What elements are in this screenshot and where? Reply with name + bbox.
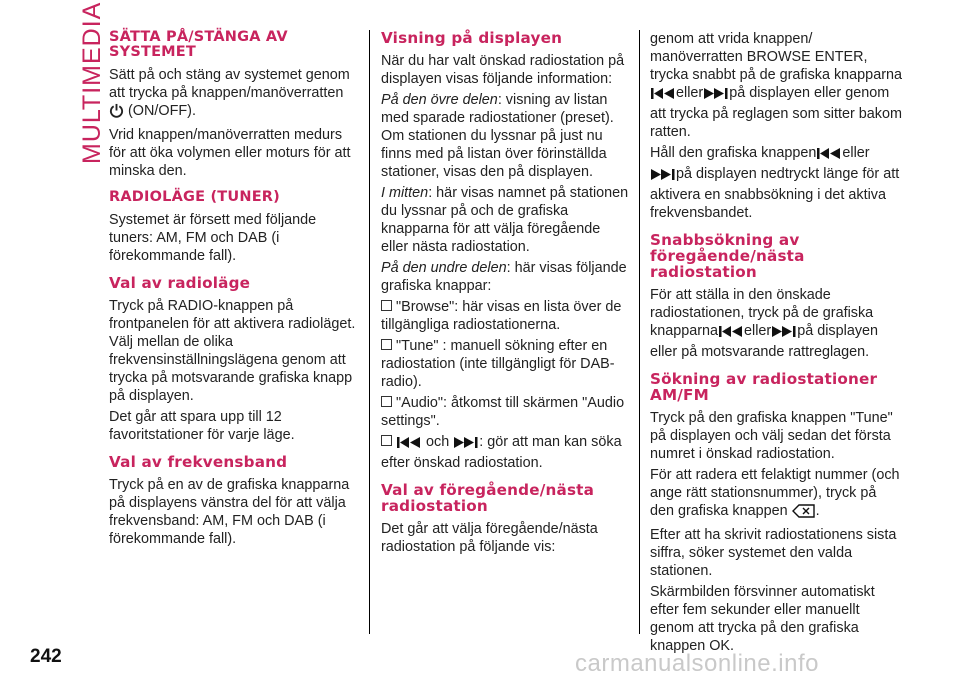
paragraph-tune: Tryck på den grafiska knappen "Tune" på displayen och välj sedan det första numret i önskad radiostation.	[650, 410, 893, 462]
hold-text: Håll den grafiska knappen	[650, 145, 817, 161]
seek-text: : gör att man kan söka efter önskad radiostation.	[381, 434, 622, 471]
quick-text-2: på displayen eller på motsvarande rattreglagen.	[650, 323, 879, 360]
paragraph-power	[109, 66, 361, 123]
checkbox-bullet-icon	[381, 396, 392, 407]
seek-and-text: och	[426, 434, 450, 450]
or-text: eller	[744, 323, 772, 339]
continued-text: genom att vrida knappen/ manöverratten BROWSE ENTER, trycka snabbt på de grafiska knapparna	[650, 31, 902, 83]
bullet-seek	[381, 433, 631, 472]
heading-power: SÄTTA PÅ/STÄNGA AV SYSTEMET	[109, 29, 288, 60]
backspace-icon	[792, 504, 816, 523]
previous-track-icon	[650, 87, 676, 105]
top-label: På den övre delen	[381, 92, 498, 108]
hold-text-2: på displayen nedtryckt länge för att aktivera en snabbsökning i det aktiva frekvensbandet.	[650, 166, 900, 221]
column-divider	[369, 30, 370, 634]
or-text: eller	[676, 85, 704, 101]
power-icon	[109, 103, 124, 123]
next-track-icon	[703, 87, 729, 105]
heading-quick-search: Snabbsökning av föregående/nästa radiostation	[650, 231, 805, 281]
next-track-icon	[771, 325, 797, 343]
column-3	[650, 30, 902, 658]
tune-text: "Tune" : manuell sökning efter en radiostation (inte tillgängligt för DAB-radio).	[381, 338, 615, 390]
audio-text: "Audio": åtkomst till skärmen "Audio settings".	[381, 395, 625, 429]
column-divider	[639, 30, 640, 634]
watermark: carmanualsonline.info	[575, 650, 819, 677]
or-text: eller	[842, 145, 870, 161]
bottom-label: På den undre delen	[381, 260, 507, 276]
next-track-icon	[453, 436, 479, 454]
bullet-audio	[381, 394, 631, 430]
paragraph-frequency-band: Tryck på en av de grafiska knapparna på displayens vänstra del för att välja frekvensband: AM, FM och DAB (i förekommande fall).	[109, 477, 350, 547]
power-text: Sätt på och stäng av systemet genom att trycka på knappen/manöverratten	[109, 67, 350, 101]
previous-track-icon	[396, 436, 422, 454]
browse-text: "Browse": här visas en lista över de tillgängliga radiostationerna.	[381, 299, 622, 333]
power-onoff-text: (ON/OFF).	[128, 103, 196, 119]
top-text: : visning av listan med sparade radiostationer (preset). Om stationen du lyssnar på just nu finns med på listan över förinställda stationer, visas den på displayen.	[381, 92, 614, 180]
paragraph-tuners: Systemet är försett med följande tuners: AM, FM och DAB (i förekommande fall).	[109, 212, 317, 264]
paragraph-delete	[650, 466, 902, 523]
paragraph-volume: Vrid knappen/manöverratten medurs för att öka volymen eller moturs för att minska den.	[109, 127, 351, 179]
paragraph-auto-close: Skärmbilden försvinner automatiskt efter fem sekunder eller manuellt genom att trycka på den grafiska knappen OK.	[650, 584, 875, 654]
paragraph-bottom-section	[381, 259, 631, 295]
paragraph-select-mode: Tryck på RADIO-knappen på frontpanelen för att aktivera radioläget. Välj mellan de olika frekvensinställningslägena genom att trycka på motsvarande grafiska knapp på displayen.	[109, 298, 356, 404]
delete-period: .	[815, 503, 820, 519]
paragraph-last-digit: Efter att ha skrivit radiostationens sista siffra, söker systemet den valda stationen.	[650, 527, 897, 579]
column-1	[109, 30, 361, 551]
bullet-browse	[381, 298, 631, 334]
heading-frequency-band: Val av frekvensband	[109, 453, 288, 471]
heading-prev-next: Val av föregående/nästa radiostation	[381, 481, 595, 515]
section-side-label	[52, 1, 106, 164]
paragraph-favorites: Det går att spara upp till 12 favoritstationer för varje läge.	[109, 409, 295, 443]
heading-select-mode: Val av radioläge	[109, 274, 251, 292]
checkbox-bullet-icon	[381, 435, 392, 446]
heading-am-fm-search: Sökning av radiostationer AM/FM	[650, 370, 878, 404]
quick-text: För att ställa in den önskade radiostationen, tryck på de grafiska knapparna	[650, 287, 874, 339]
middle-label: I mitten	[381, 185, 429, 201]
middle-text: : här visas namnet på stationen du lyssnar på och de grafiska knapparna för att välja föregående eller nästa radiostation.	[381, 185, 629, 255]
continued-text-2: på displayen eller genom att trycka på reglagen som sitter bakom ratten.	[650, 85, 902, 140]
bullet-tune	[381, 337, 631, 391]
next-track-icon	[650, 168, 676, 186]
paragraph-prev-next: Det går att välja föregående/nästa radiostation på följande vis:	[381, 521, 598, 555]
paragraph-continued	[650, 30, 902, 141]
column-2	[381, 30, 631, 559]
checkbox-bullet-icon	[381, 339, 392, 350]
paragraph-display-intro: När du har valt önskad radiostation på displayen visas följande information:	[381, 53, 625, 87]
page-number: 242	[30, 646, 62, 667]
paragraph-hold	[650, 144, 902, 222]
delete-text: För att radera ett felaktigt nummer (och ange rätt stationsnummer), tryck på den grafiska knappen	[650, 467, 900, 519]
checkbox-bullet-icon	[381, 300, 392, 311]
heading-radio-mode: RADIOLÄGE (TUNER)	[109, 189, 280, 205]
side-label-text: MULTIMEDIA	[78, 1, 106, 164]
bottom-text: : här visas följande grafiska knappar:	[381, 260, 627, 294]
previous-track-icon	[816, 147, 842, 165]
paragraph-quick-search	[650, 286, 902, 361]
paragraph-middle-section	[381, 184, 631, 256]
heading-display: Visning på displayen	[381, 29, 563, 47]
paragraph-top-section	[381, 91, 631, 181]
previous-track-icon	[718, 325, 744, 343]
